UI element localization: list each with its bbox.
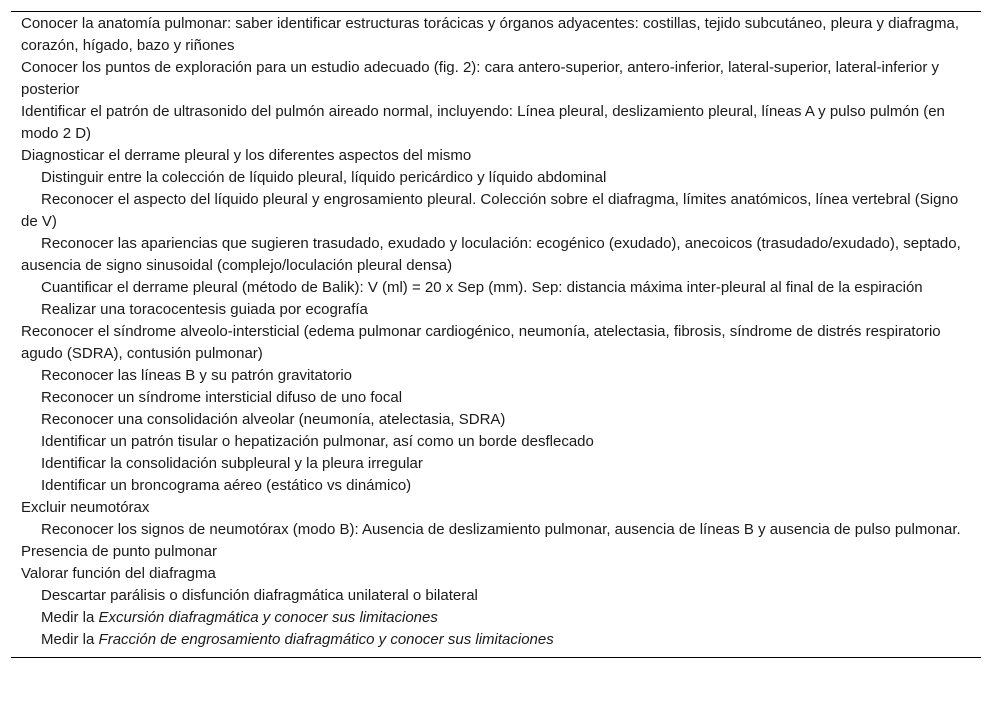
table-row: Distinguir entre la colección de líquido pleural, líquido pericárdico y líquido abdominal: [41, 169, 607, 186]
table-row: Reconocer un síndrome intersticial difuso de uno focal: [41, 389, 403, 406]
row-prefix: Medir la: [41, 631, 99, 648]
table-row: Reconocer las líneas B y su patrón gravitatorio: [41, 367, 352, 384]
table-row: [11, 607, 981, 629]
table-row: Reconocer las apariencias que sugieren trasudado, exudado y loculación: ecogénico (exudado), anecoicos (trasudado/exudado), septado, ausencia de signo sinusoidal (complejo/loculación pleural densa): [21, 235, 961, 274]
table-row: Conocer la anatomía pulmonar: saber identificar estructuras torácicas y órganos adyacentes: costillas, tejido subcutáneo, pleura y diafragma, corazón, hígado, bazo y riñones: [21, 15, 959, 54]
table-row: Excluir neumotórax: [21, 499, 150, 516]
table-row: Reconocer los signos de neumotórax (modo B): Ausencia de deslizamiento pulmonar, ausencia de líneas B y ausencia de pulso pulmonar. Presencia de punto pulmonar: [21, 521, 961, 560]
table-row: Realizar una toracocentesis guiada por ecografía: [41, 301, 368, 318]
table-row: Diagnosticar el derrame pleural y los diferentes aspectos del mismo: [21, 147, 472, 164]
row-prefix: Medir la: [41, 609, 99, 626]
table-row: [11, 629, 981, 651]
row-italic-text: Excursión diafragmática y conocer sus limitaciones: [98, 609, 438, 626]
table-row: Cuantificar el derrame pleural (método de Balik): V (ml) = 20 x Sep (mm). Sep: distancia máxima inter-pleural al final de la espiración: [41, 279, 923, 296]
table-row: Identificar el patrón de ultrasonido del pulmón aireado normal, incluyendo: Línea pleural, deslizamiento pleural, líneas A y pulso pulmón (en modo 2 D): [21, 103, 945, 142]
table-row: Identificar la consolidación subpleural y la pleura irregular: [41, 455, 423, 472]
table-row: Identificar un patrón tisular o hepatización pulmonar, así como un borde desflecado: [41, 433, 594, 450]
table-row: Identificar un broncograma aéreo (estático vs dinámico): [41, 477, 412, 494]
row-italic-text: Fracción de engrosamiento diafragmático y conocer sus limitaciones: [98, 631, 554, 648]
competency-table: [11, 11, 981, 658]
table-row: Descartar parálisis o disfunción diafragmática unilateral o bilateral: [41, 587, 478, 604]
table-row: Reconocer el aspecto del líquido pleural y engrosamiento pleural. Colección sobre el diafragma, límites anatómicos, línea vertebral (Signo de V): [21, 191, 959, 230]
table-row: Valorar función del diafragma: [21, 565, 216, 582]
table-row: Reconocer una consolidación alveolar (neumonía, atelectasia, SDRA): [41, 411, 506, 428]
table-row: Conocer los puntos de exploración para un estudio adecuado (fig. 2): cara antero-superior, antero-inferior, lateral-superior, lateral-inferior y posterior: [21, 59, 940, 98]
table-row: Reconocer el síndrome alveolo-intersticial (edema pulmonar cardiogénico, neumonía, atelectasia, fibrosis, síndrome de distrés respiratorio agudo (SDRA), contusión pulmonar): [21, 323, 941, 362]
